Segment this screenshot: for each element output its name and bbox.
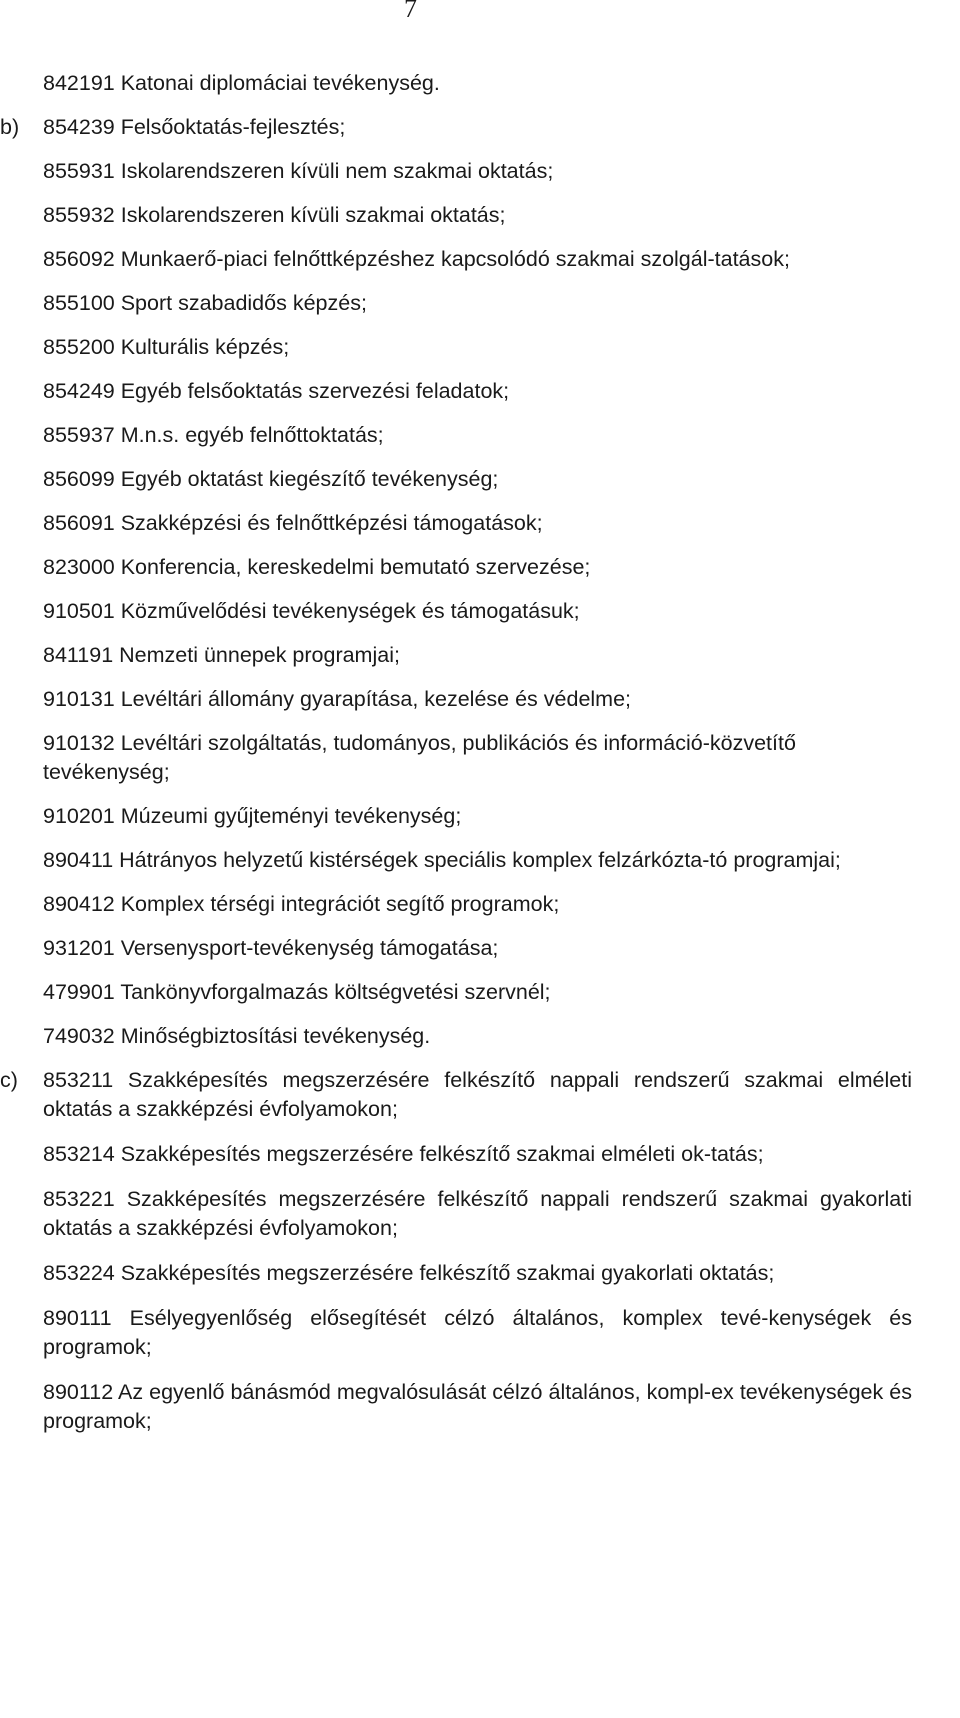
list-item — [0, 465, 912, 494]
list-item — [0, 729, 912, 787]
list-item-text: 931201 Versenysport-tevékenység támogatása; — [43, 936, 499, 960]
list-item — [0, 553, 912, 582]
list-item — [0, 641, 912, 670]
list-item-text: 853214 Szakképesítés megszerzésére felkészítő szakmai elméleti ok-tatás; — [43, 1142, 764, 1166]
list-item-text: 910131 Levéltári állomány gyarapítása, kezelése és védelme; — [43, 687, 632, 711]
list-item-text: 890412 Komplex térségi integrációt segítő programok; — [43, 892, 560, 916]
list-item — [0, 1066, 912, 1124]
list-item-text: 856091 Szakképzési és felnőttképzési támogatások; — [43, 511, 543, 535]
list-item — [0, 1378, 912, 1436]
list-item-text: 842191 Katonai diplomáciai tevékenység. — [43, 71, 440, 95]
list-item — [0, 1259, 912, 1288]
list-item-text: 853224 Szakképesítés megszerzésére felkészítő szakmai gyakorlati oktatás; — [43, 1261, 775, 1285]
list-marker: b) — [0, 115, 20, 139]
list-item-text: 855100 Sport szabadidős képzés; — [43, 291, 367, 315]
list-item — [0, 421, 912, 450]
list-item-text: 855931 Iskolarendszeren kívüli nem szakmai oktatás; — [43, 159, 554, 183]
list-item — [0, 201, 912, 230]
list-item-text: 854249 Egyéb felsőoktatás szervezési feladatok; — [43, 379, 510, 403]
list-item-text: 823000 Konferencia, kereskedelmi bemutató szervezése; — [43, 555, 591, 579]
list-item-text: 856092 Munkaerő-piaci felnőttképzéshez kapcsolódó szakmai szolgál-tatások; — [43, 247, 790, 271]
list-item — [0, 157, 912, 186]
page-number: 7 — [404, 0, 417, 23]
list-item-text: 856099 Egyéb oktatást kiegészítő tevékenység; — [43, 467, 499, 491]
list-item — [0, 333, 912, 362]
list-item — [0, 890, 912, 919]
list-item — [0, 685, 912, 714]
list-item — [0, 113, 912, 142]
list-item-text: 890411 Hátrányos helyzetű kistérségek speciális komplex felzárkózta-tó programjai; — [43, 848, 841, 872]
list-item — [0, 978, 912, 1007]
list-item — [0, 509, 912, 538]
list-item-text: 854239 Felsőoktatás-fejlesztés; — [43, 115, 346, 139]
list-item-text: 479901 Tankönyvforgalmazás költségvetési szervnél; — [43, 980, 551, 1004]
list-item — [0, 377, 912, 406]
list-item — [0, 597, 912, 626]
list-item-text: 853211 Szakképesítés megszerzésére felkészítő nappali rendszerű szakmai elméleti oktatás a szakképzési évfolyamokon; — [43, 1068, 912, 1121]
list-item-text: 841191 Nemzeti ünnepek programjai; — [43, 643, 400, 667]
list-item — [0, 289, 912, 318]
list-item-text: 855937 M.n.s. egyéb felnőttoktatás; — [43, 423, 384, 447]
list-item-text: 855200 Kulturális képzés; — [43, 335, 290, 359]
list-item — [0, 802, 912, 831]
list-marker: c) — [0, 1068, 18, 1092]
list-item — [0, 1022, 912, 1051]
document-body — [0, 69, 960, 1452]
list-item-text: 855932 Iskolarendszeren kívüli szakmai oktatás; — [43, 203, 506, 227]
list-item-text: 890111 Esélyegyenlőség elősegítését célzó általános, komplex tevé-kenységek és programok; — [43, 1306, 912, 1359]
list-item-text: 910201 Múzeumi gyűjteményi tevékenység; — [43, 804, 462, 828]
list-item-text: 749032 Minőségbiztosítási tevékenység. — [43, 1024, 431, 1048]
list-item-text: 910132 Levéltári szolgáltatás, tudományos, publikációs és információ-közvetítő tevékenység; — [43, 731, 796, 784]
list-item — [0, 69, 912, 98]
list-item — [0, 1185, 912, 1243]
list-item-text: 890112 Az egyenlő bánásmód megvalósulását célzó általános, kompl-ex tevékenységek és programok; — [43, 1380, 912, 1433]
list-item — [0, 934, 912, 963]
list-item — [0, 1304, 912, 1362]
list-item — [0, 1140, 912, 1169]
list-item — [0, 245, 912, 274]
list-item — [0, 846, 912, 875]
list-item-text: 853221 Szakképesítés megszerzésére felkészítő nappali rendszerű szakmai gyakorlati oktatás a szakképzési évfolyamokon; — [43, 1187, 912, 1240]
list-item-text: 910501 Közművelődési tevékenységek és támogatásuk; — [43, 599, 580, 623]
